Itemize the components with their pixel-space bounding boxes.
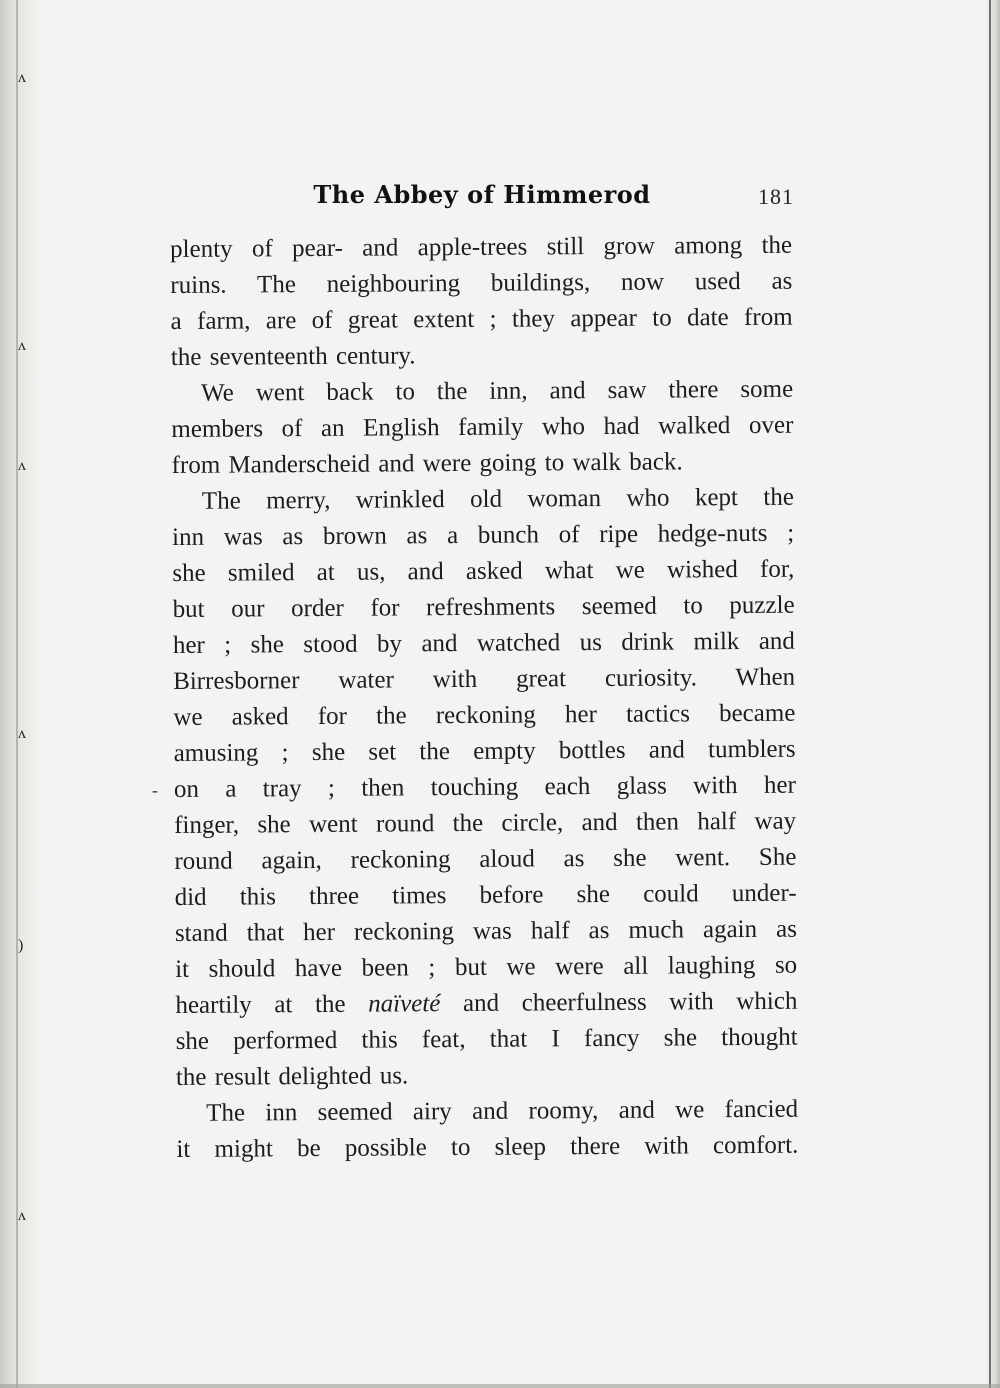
text-line: plenty of pear- and apple-trees still grow among the	[170, 231, 793, 263]
page-gutter-line	[16, 0, 18, 1388]
margin-dash-mark: -	[152, 780, 158, 800]
text-line: from Manderscheid and were going to walk back.	[171, 448, 683, 479]
text-span: heartily at the	[175, 990, 346, 1019]
text-line: The inn seemed airy and roomy, and we fancied	[206, 1095, 799, 1127]
text-line-with-italic	[175, 984, 797, 1024]
text-line: she smiled at us, and asked what we wished for,	[172, 555, 795, 587]
text-line: her ; she stood by and watched us drink milk and	[172, 627, 795, 659]
text-line: members of an English family who had walked over	[171, 411, 794, 443]
text-line: we asked for the reckoning her tactics became	[173, 699, 796, 731]
text-line: inn was as brown as a bunch of ripe hedge-nuts ;	[172, 519, 795, 551]
text-line: stand that her reckoning was half as much again as	[174, 915, 797, 947]
text-line: did this three times before she could under-	[174, 879, 797, 911]
text-line: ruins. The neighbouring buildings, now used as	[170, 267, 793, 299]
text-line: The merry, wrinkled old woman who kept the	[201, 483, 794, 515]
page-bottom-edge	[0, 1384, 1000, 1388]
margin-mark: ʌ	[18, 457, 26, 474]
margin-mark: ʌ	[18, 69, 26, 86]
text-line: it might be possible to sleep there with comfort.	[176, 1131, 799, 1163]
text-line: Birresborner water with great curiosity. When	[173, 663, 796, 695]
text-line: the result delighted us.	[175, 1062, 409, 1091]
text-line: amusing ; she set the empty bottles and tumblers	[173, 735, 796, 767]
text-line: on a tray ; then touching each glass with her	[173, 771, 796, 803]
text-line: round again, reckoning aloud as she went. She	[174, 843, 797, 875]
margin-mark: )	[18, 937, 24, 954]
running-header	[170, 180, 794, 216]
text-line: it should have been ; but we were all laughing so	[175, 951, 798, 983]
text-line: finger, she went round the circle, and then half way	[174, 807, 797, 839]
text-line: a farm, are of great extent ; they appear to date from	[170, 303, 793, 335]
page-gutter-shadow	[0, 0, 42, 1388]
page-right-edge-line	[989, 0, 991, 1388]
text-span: and cheerfulness with which	[462, 987, 798, 1017]
margin-mark: ʌ	[18, 337, 26, 354]
body-text	[170, 228, 799, 1168]
italic-word: naïveté	[368, 990, 441, 1018]
text-line: she performed this feat, that I fancy she thought	[175, 1023, 798, 1055]
margin-mark: ʌ	[18, 725, 26, 742]
text-line: We went back to the inn, and saw there some	[201, 375, 794, 407]
margin-mark: ʌ	[18, 1207, 26, 1224]
text-line: the seventeenth century.	[170, 342, 416, 371]
text-line: but our order for refreshments seemed to puzzle	[172, 591, 795, 623]
page-number: 181	[758, 184, 794, 209]
running-head-title: The Abbey of Himmerod	[313, 180, 651, 209]
